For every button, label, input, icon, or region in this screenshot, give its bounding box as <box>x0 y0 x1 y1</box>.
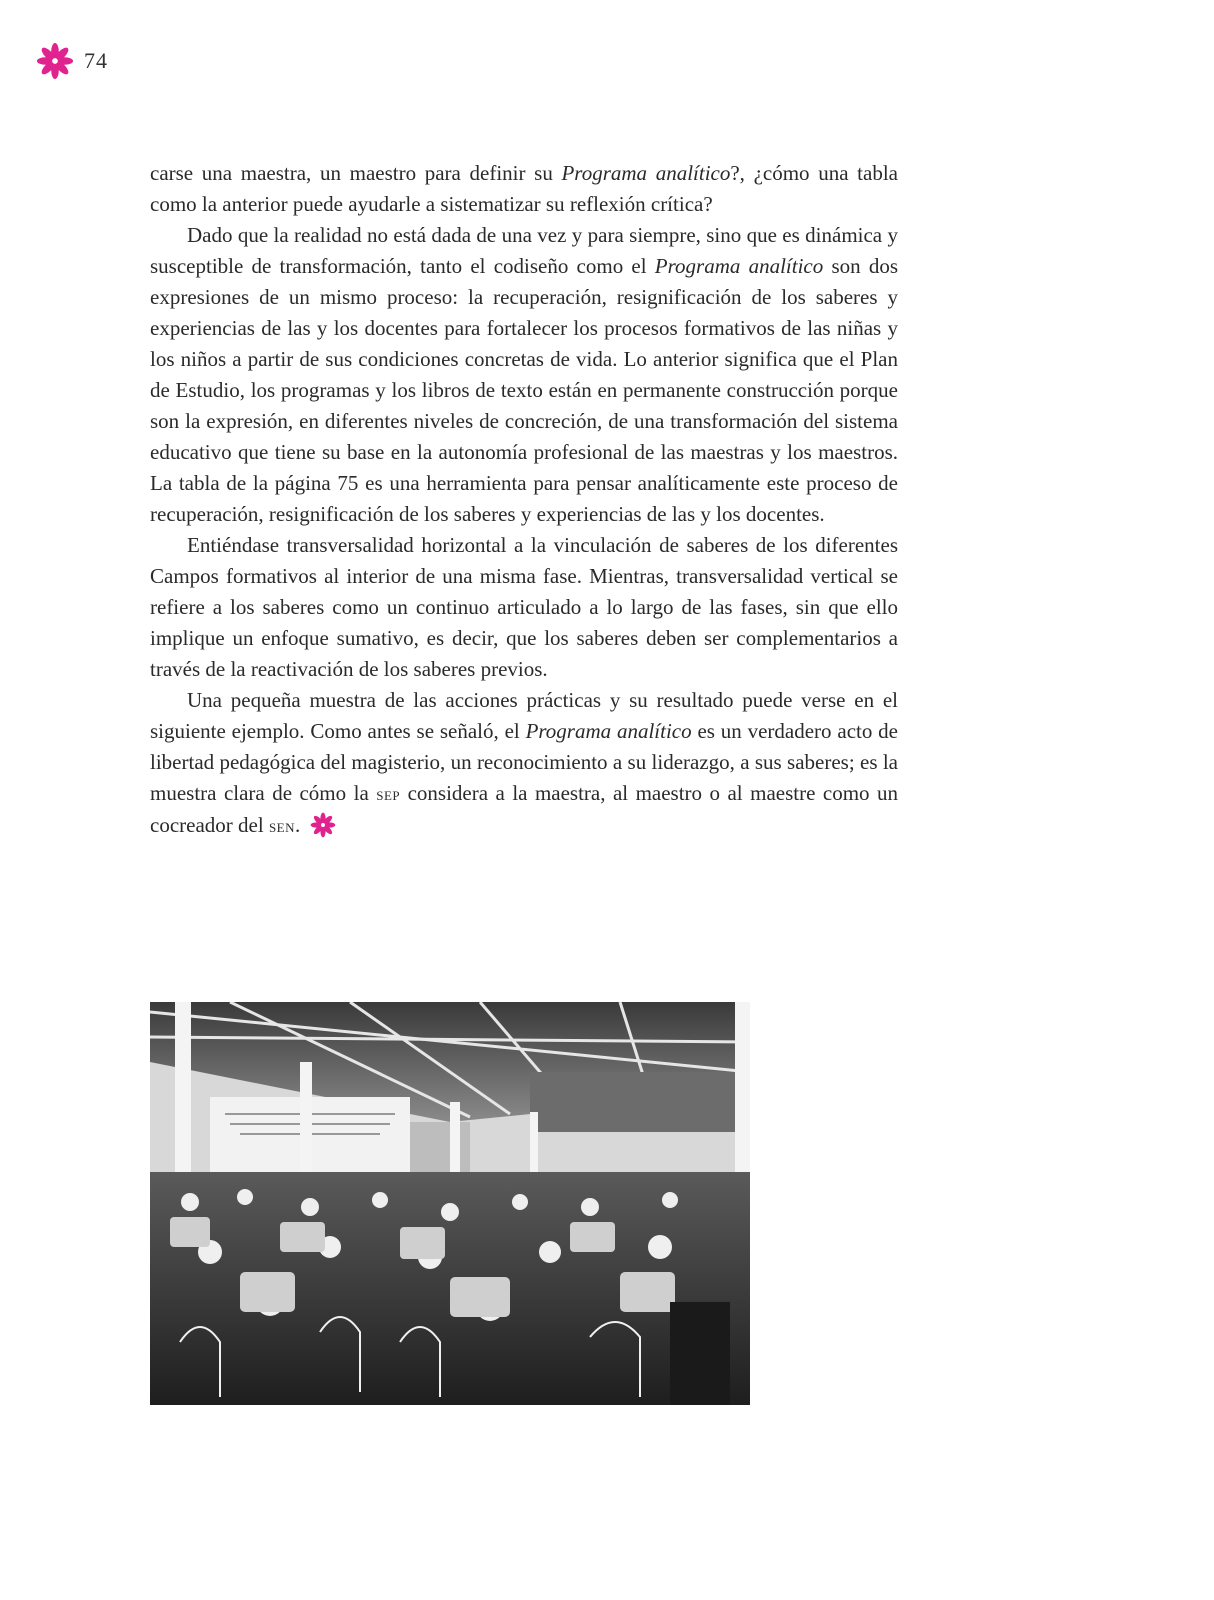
text-span: Dado que la realidad no está dada de una vez y para siempre, sino que es dinámica y susceptible de transformación, tanto el codiseño como el <box>150 223 898 278</box>
text-span: Una pequeña muestra de las acciones prácticas y su resultado puede verse en el siguiente ejemplo. Como antes se señaló, el <box>150 688 898 743</box>
event-photo <box>150 1002 750 1405</box>
page-number: 74 <box>84 48 108 73</box>
page-header <box>36 42 108 80</box>
acronym-sep: sep <box>376 784 401 805</box>
emphasis-program: Programa analítico <box>654 254 824 278</box>
text-span: es un verdadero acto de libertad pedagógica del magisterio, un reconocimiento a su liderazgo, a sus saberes; es la muestra clara de cómo la <box>150 719 898 805</box>
emphasis-program: Programa analítico <box>561 161 731 185</box>
paragraph-1 <box>150 158 898 220</box>
flower-asterisk-icon <box>36 42 74 80</box>
body-text <box>150 158 898 842</box>
paragraph-2 <box>150 220 898 530</box>
paragraph-3: Entiéndase transversalidad horizontal a la vinculación de saberes de los diferentes Campos formativos al interior de una misma fase. Mientras, transversalidad vertical se refiere a los saberes como un continuo articulado a lo largo de las fases, sin que ello implique un enfoque sumativo, es decir, que los saberes deben ser complementarios a través de la reactivación de los saberes previos. <box>150 533 898 681</box>
text-span: . <box>295 813 301 837</box>
flower-asterisk-icon <box>310 812 336 838</box>
emphasis-program: Programa analítico <box>525 719 692 743</box>
text-span: considera a la maestra, al maestro o al maestre como un cocreador del <box>150 781 898 837</box>
text-span: son dos expresiones de un mismo proceso: la recuperación, resignificación de los saberes y experiencias de las y los docentes para fortalecer los procesos formativos de las niñas y los niños a partir de sus condiciones concretas de vida. Lo anterior significa que el Plan de Estudio, los programas y los libros de texto están en permanente construcción porque son la expresión, en diferentes niveles de concreción, de una transformación del sistema educativo que tiene su base en la autonomía profesional de las maestras y los maestros. La tabla de la página 75 es una herramienta para pensar analíticamente este proceso de recuperación, resignificación de los saberes y experiencias de las y los docentes. <box>150 254 898 526</box>
text-span: carse una maestra, un maestro para definir su <box>150 161 562 185</box>
paragraph-4 <box>150 685 898 842</box>
acronym-sen: sen <box>268 816 295 837</box>
text-span: ?, ¿cómo una tabla como la anterior puede ayudarle a sistematizar su reflexión crítica? <box>150 161 898 216</box>
